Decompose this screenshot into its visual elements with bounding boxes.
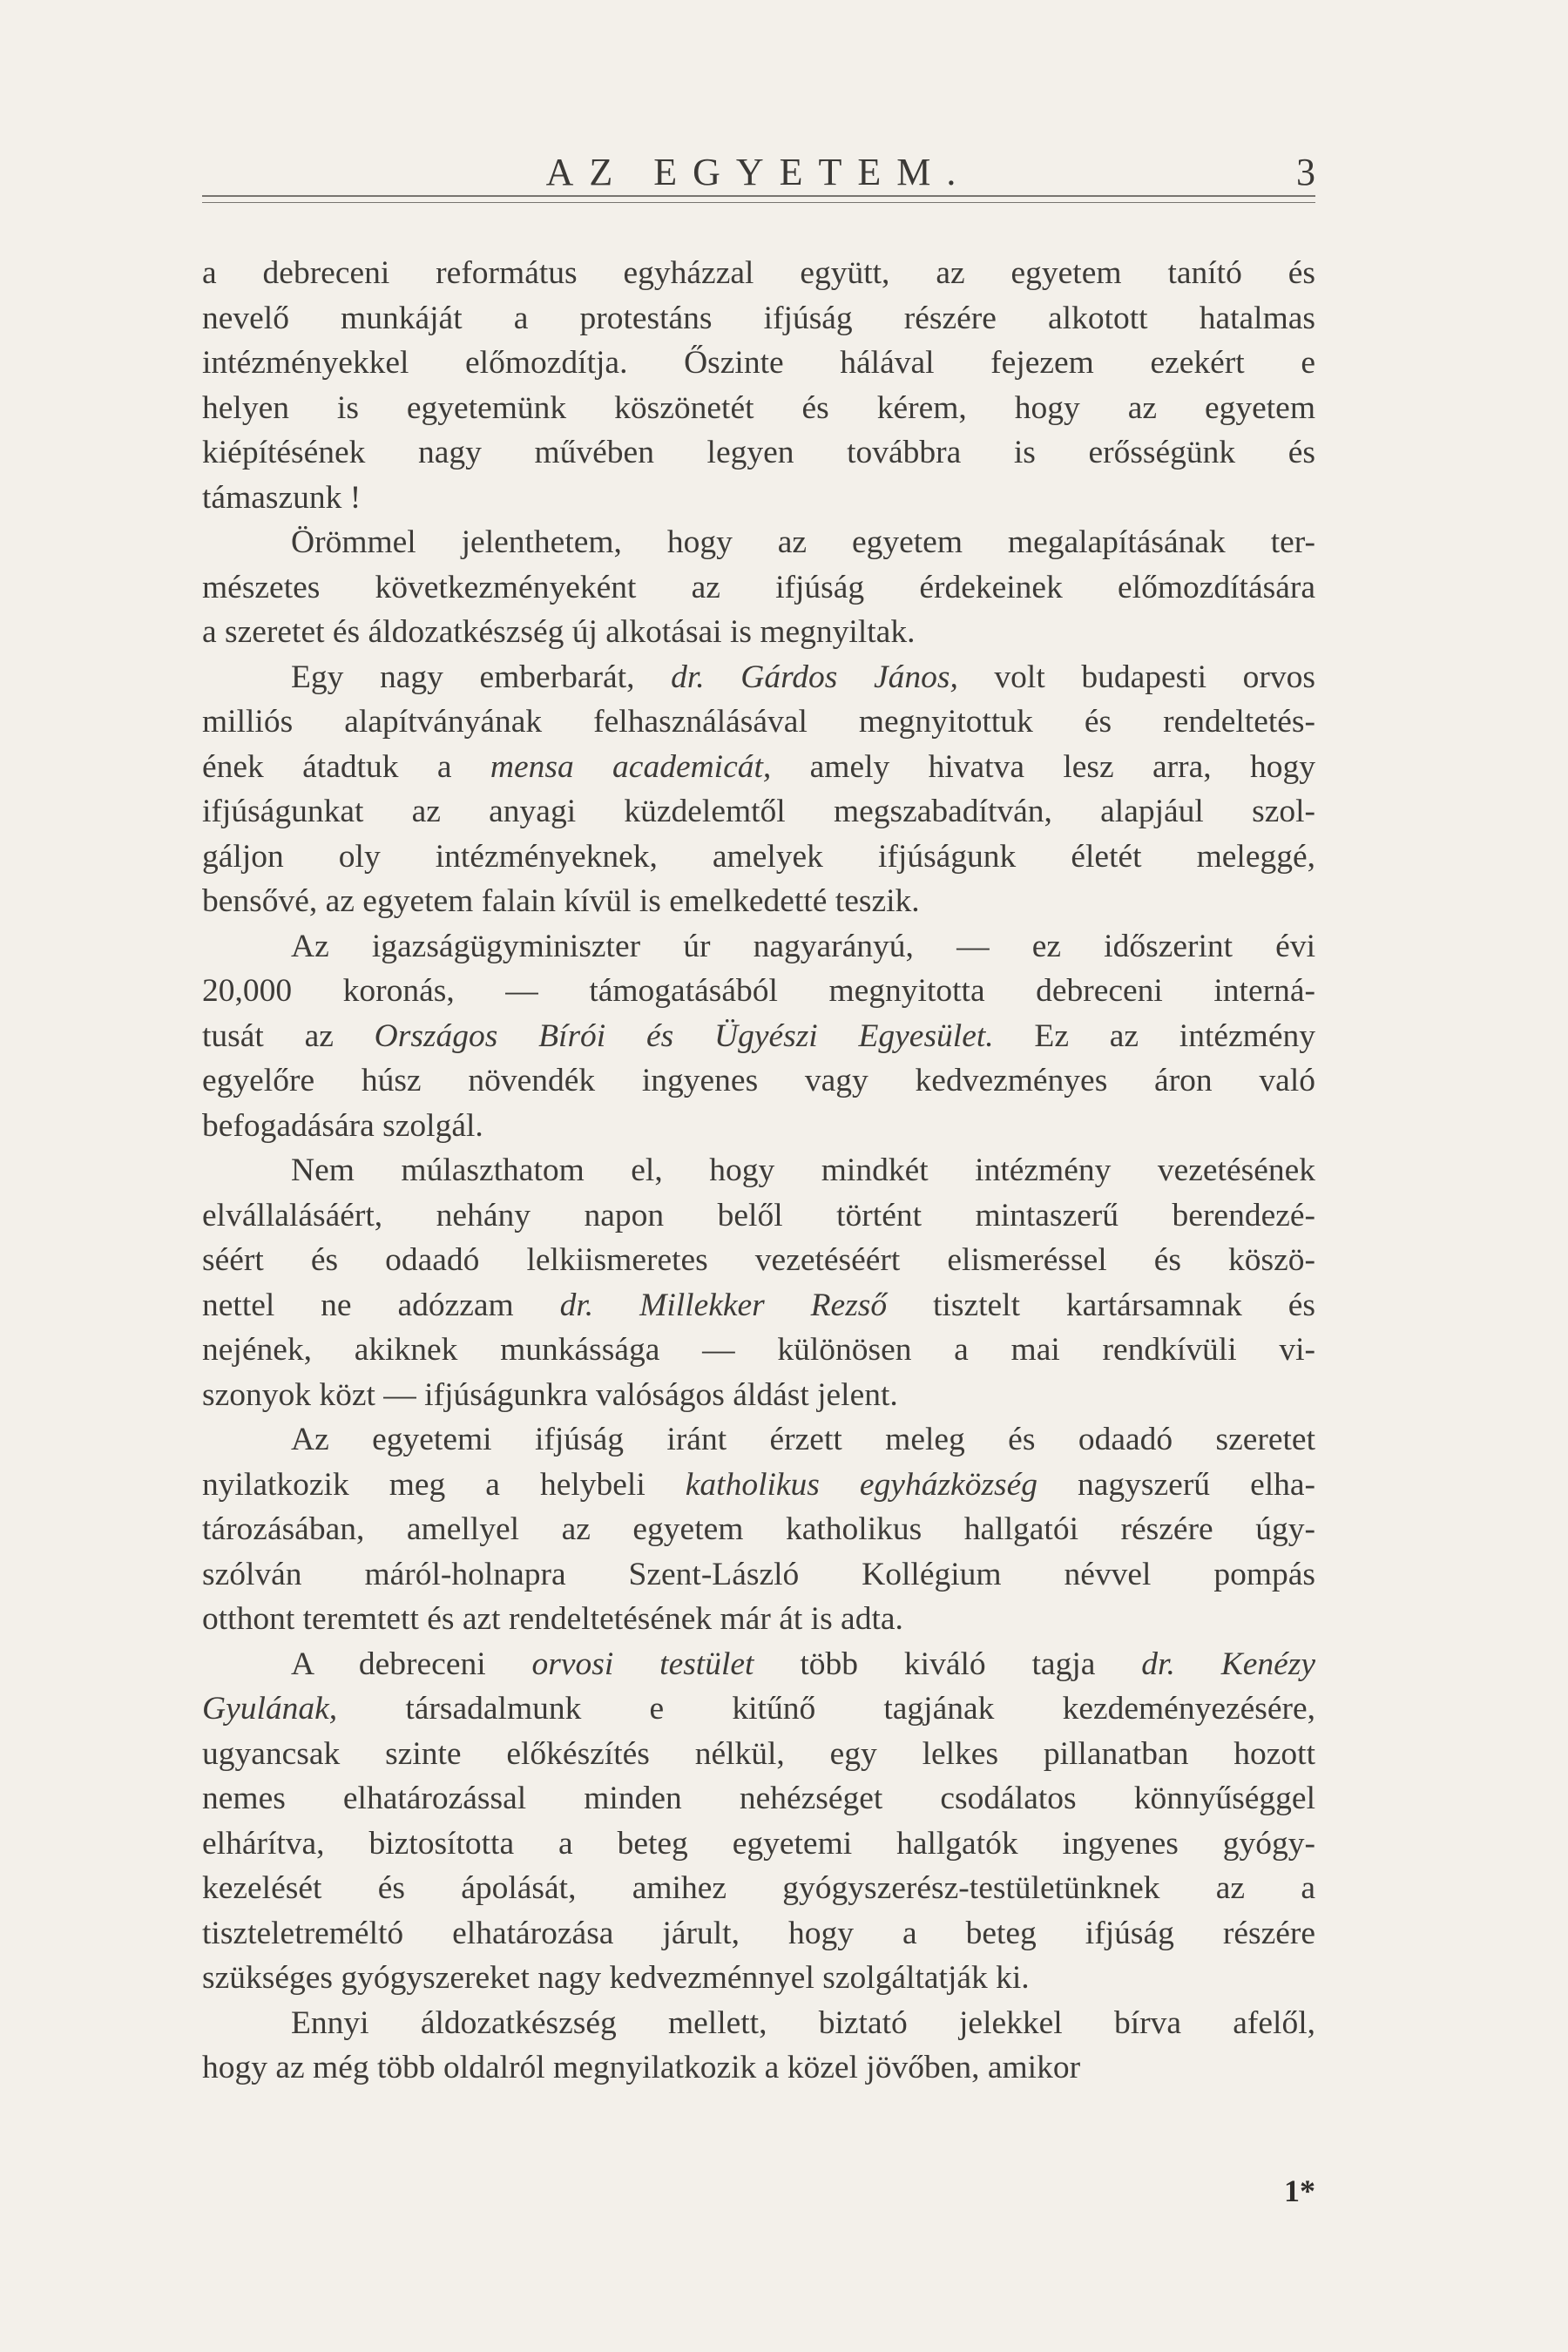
text-run: támaszunk ! (202, 479, 362, 516)
text-line (202, 476, 1315, 521)
text-run: séért és odaadó lelkiismeretes vezetéséért elismeréssel és köszö- (202, 1242, 1315, 1278)
text-run: Ez az intézmény (993, 1017, 1315, 1054)
text-run: elvállalásáért, nehány napon belől történt mintaszerű berendezé- (202, 1197, 1315, 1233)
text-line (202, 835, 1315, 880)
text-line (202, 1373, 1315, 1418)
text-line (202, 2001, 1315, 2046)
text-run: a szeretet és áldozatkészség új alkotásai is megnyiltak. (202, 614, 916, 650)
header-rule-thin (202, 202, 1315, 203)
text-run: szükséges gyógyszereket nagy kedvezménnyel szolgáltatják ki. (202, 1960, 1030, 1996)
text-run: tiszteletreméltó elhatározása járult, hogy a beteg ifjúság részére (202, 1915, 1315, 1951)
text-line (202, 879, 1315, 924)
text-line (202, 1058, 1315, 1104)
text-run: bensővé, az egyetem falain kívül is emelkedetté teszik. (202, 883, 920, 919)
text-run: gáljon oly intézményeknek, amelyek ifjúságunk életét meleggé, (202, 838, 1315, 875)
text-run: hogy az még több oldalról megnyilatkozik a közel jövőben, amikor (202, 2050, 1081, 2085)
text-run: tisztelt kartársamnak és (887, 1287, 1315, 1323)
text-run: Az igazságügyminiszter úr nagyarányú, — ez időszerint évi (291, 928, 1315, 964)
body-text (202, 251, 1315, 2091)
text-run: nettel ne adózzam (202, 1287, 560, 1323)
text-line (202, 430, 1315, 476)
text-line (202, 1686, 1315, 1732)
italic-run: orvosi testület (531, 1646, 754, 1682)
italic-run: Gyulának, (202, 1691, 338, 1727)
text-line (202, 1238, 1315, 1283)
text-line (202, 1732, 1315, 1777)
text-line (202, 1597, 1315, 1642)
text-run: Nem múlaszthatom el, hogy mindkét intézmény vezetésének (291, 1152, 1315, 1188)
text-run: 20,000 koronás, — támogatásából megnyitotta debreceni interná- (202, 973, 1315, 1009)
text-line (202, 2045, 1315, 2091)
text-run: nyilatkozik meg a helybeli (202, 1466, 686, 1503)
page-number: 3 (1296, 151, 1315, 193)
text-line (202, 969, 1315, 1014)
italic-run: Országos Bírói és Ügyészi Egyesület. (374, 1017, 994, 1054)
text-run: társadalmunk e kitűnő tagjának kezdeményezésére, (337, 1691, 1315, 1727)
text-line (202, 1283, 1315, 1328)
text-line (202, 1552, 1315, 1598)
text-line (202, 1417, 1315, 1463)
text-run: nagyszerű elha- (1037, 1466, 1316, 1503)
text-run: tusát az (202, 1017, 375, 1054)
text-line (202, 1193, 1315, 1239)
text-line (202, 386, 1315, 431)
text-run: szonyok közt — ifjúságunkra valóságos áldást jelent. (202, 1376, 898, 1413)
italic-run: dr. Gárdos János, (671, 659, 958, 695)
text-line (202, 1911, 1315, 1957)
text-line (202, 924, 1315, 970)
text-line (202, 1956, 1315, 2001)
text-run: nevelő munkáját a protestáns ifjúság részére alkotott hatalmas (202, 300, 1315, 336)
text-line (202, 610, 1315, 655)
text-line (202, 655, 1315, 700)
text-run: elhárítva, biztosította a beteg egyetemi hallgatók ingyenes gyógy- (202, 1825, 1315, 1862)
italic-run: katholikus egyházközség (685, 1466, 1038, 1503)
text-line (202, 789, 1315, 835)
text-line (202, 1642, 1315, 1687)
text-run: milliós alapítványának felhasználásával megnyitottuk és rendeltetés- (202, 704, 1315, 740)
text-run: Egy nagy emberbarát, (291, 659, 672, 695)
text-line (202, 251, 1315, 296)
text-line (202, 1104, 1315, 1149)
text-line (202, 520, 1315, 565)
text-line (202, 1148, 1315, 1193)
text-line (202, 1463, 1315, 1508)
text-line (202, 700, 1315, 745)
text-line (202, 1776, 1315, 1821)
text-line (202, 1328, 1315, 1373)
text-run: Az egyetemi ifjúság iránt érzett meleg és odaadó szeretet (291, 1422, 1315, 1457)
text-run: A debreceni (291, 1646, 532, 1682)
text-line (202, 1821, 1315, 1867)
text-line (202, 341, 1315, 386)
text-run: egyelőre húsz növendék ingyenes vagy kedvezményes áron való (202, 1063, 1315, 1098)
italic-run: dr. Kenézy (1141, 1646, 1316, 1682)
text-line (202, 745, 1315, 790)
italic-run: dr. Millekker Rezső (559, 1287, 888, 1323)
text-run: a debreceni református egyházzal együtt, az egyetem tanító és (202, 255, 1315, 291)
text-line (202, 1014, 1315, 1059)
text-run: mészetes következményeként az ifjúság érdekeinek előmozdítására (202, 569, 1315, 605)
text-run: volt budapesti orvos (957, 659, 1315, 695)
text-run: befogadására szolgál. (202, 1107, 483, 1144)
text-line (202, 296, 1315, 341)
text-run: helyen is egyetemünk köszönetét és kérem, hogy az egyetem (202, 389, 1315, 426)
page-header (202, 150, 1315, 202)
text-run: kiépítésének nagy művében legyen továbbra is erősségünk és (202, 435, 1315, 470)
text-run: tározásában, amellyel az egyetem katholikus hallgatói részére úgy- (202, 1511, 1315, 1547)
text-line (202, 565, 1315, 611)
italic-run: mensa academicát, (490, 748, 772, 785)
text-run: intézményekkel előmozdítja. Őszinte hálával fejezem ezekért e (202, 345, 1315, 381)
text-run: nejének, akiknek munkássága — különösen a mai rendkívüli vi- (202, 1332, 1315, 1368)
text-run: ugyancsak szinte előkészítés nélkül, egy lelkes pillanatban hozott (202, 1735, 1315, 1772)
text-run: ifjúságunkat az anyagi küzdelemtől megszabadítván, alapjául szol- (202, 794, 1315, 829)
signature-mark: 1* (1284, 2173, 1315, 2208)
text-run: kezelését és ápolását, amihez gyógyszerész-testületünknek az a (202, 1870, 1315, 1906)
text-run: ének átadtuk a (202, 748, 490, 785)
text-run: szólván máról-holnapra Szent-László Kollégium névvel pompás (202, 1556, 1315, 1592)
running-title: AZ EGYETEM. (545, 151, 972, 193)
header-rule (202, 195, 1315, 197)
text-run: több kiváló tagja (754, 1646, 1142, 1682)
text-run: otthont teremtett és azt rendeltetésének már át is adta. (202, 1601, 903, 1637)
text-run: Örömmel jelenthetem, hogy az egyetem megalapításának ter- (291, 524, 1315, 560)
text-line (202, 1866, 1315, 1911)
text-run: Ennyi áldozatkészség mellett, biztató jelekkel bírva afelől, (291, 2004, 1315, 2041)
text-run: amely hivatva lesz arra, hogy (771, 748, 1315, 785)
text-run: nemes elhatározással minden nehézséget csodálatos könnyűséggel (202, 1781, 1315, 1816)
text-line (202, 1507, 1315, 1552)
